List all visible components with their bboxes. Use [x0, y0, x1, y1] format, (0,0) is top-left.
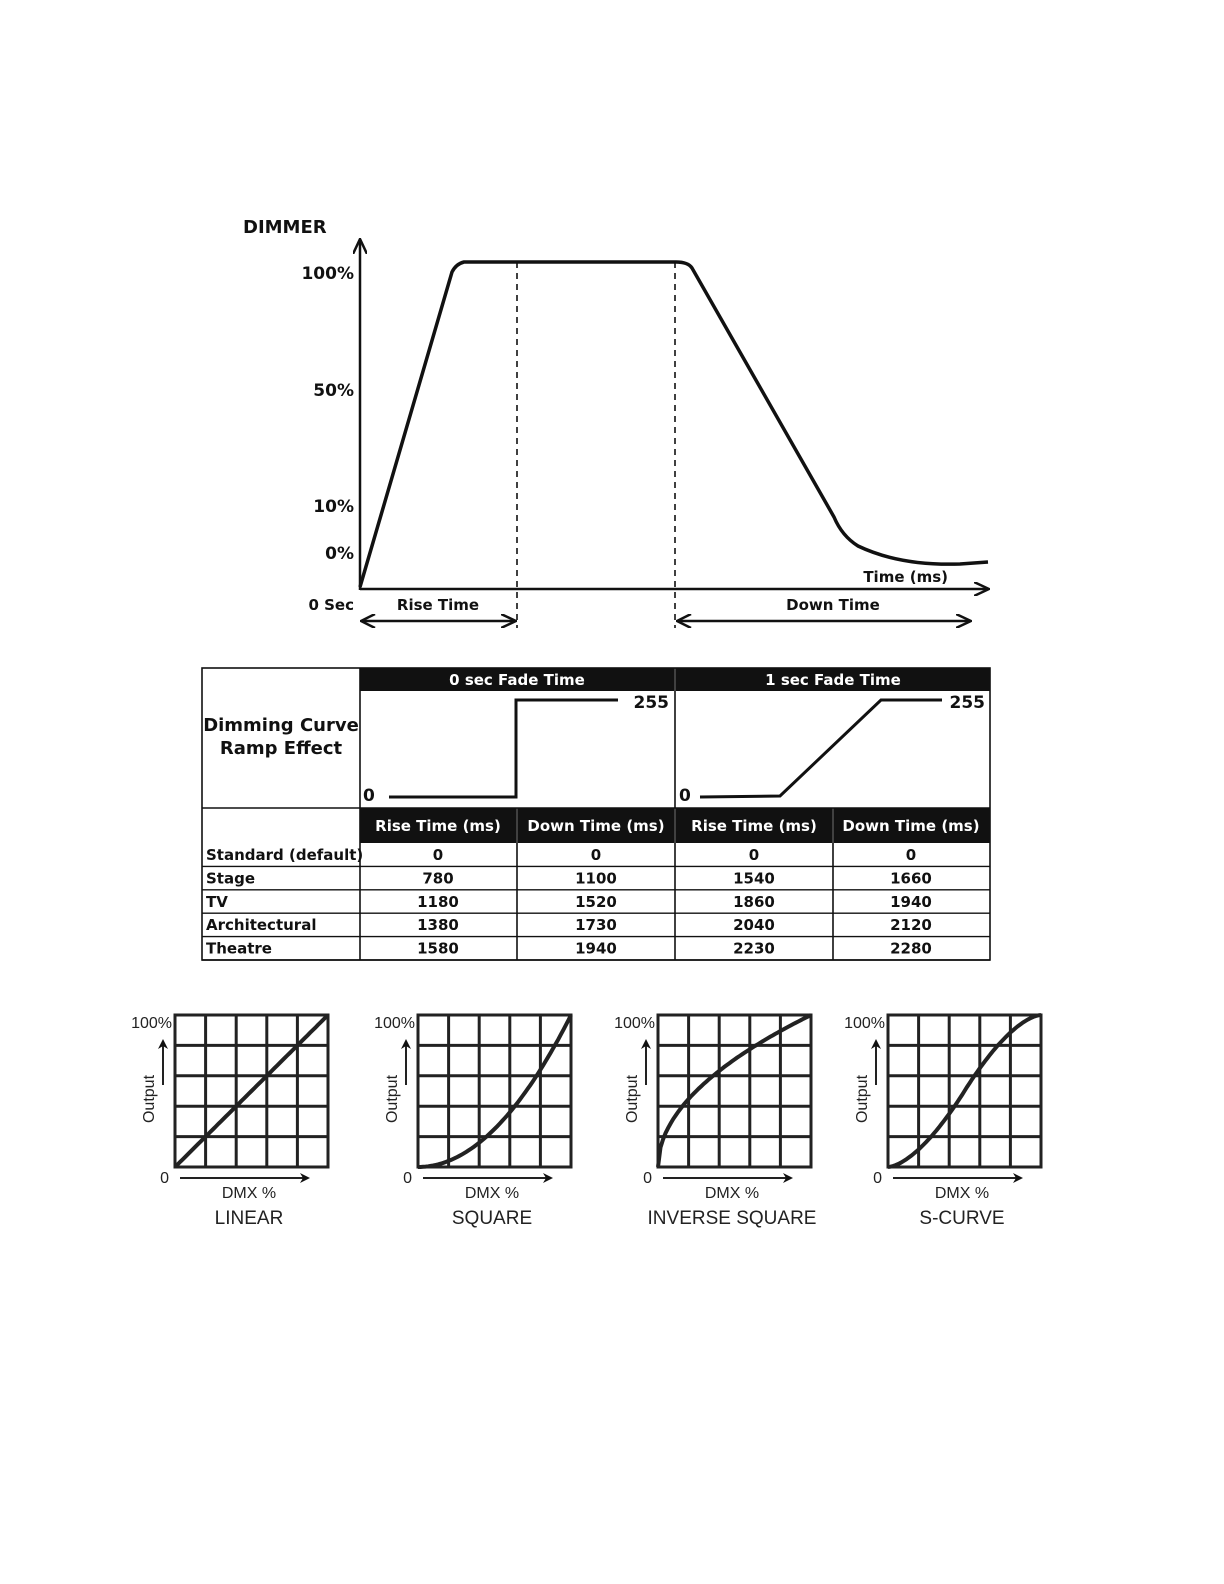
- row-name: Stage: [206, 869, 256, 888]
- row-value: 1730: [575, 916, 617, 935]
- origin-label: 0: [643, 1170, 652, 1187]
- curve-panels: [131, 1015, 1041, 1229]
- row-name: TV: [206, 892, 228, 911]
- x-axis-label: Time (ms): [863, 568, 948, 586]
- curve-line: [888, 1015, 1041, 1167]
- curve-name: INVERSE SQUARE: [647, 1208, 817, 1229]
- table-row: [202, 940, 990, 960]
- row-value: 1660: [890, 869, 932, 888]
- row-value: 1180: [417, 892, 459, 911]
- row-value: 2230: [733, 939, 775, 958]
- row-value: 2120: [890, 916, 932, 935]
- table-rows: [202, 846, 990, 960]
- output-label: Output: [624, 1074, 641, 1124]
- row-value: 1380: [417, 916, 459, 935]
- down-time-label: Down Time: [786, 596, 880, 614]
- min-label-0: 0: [363, 786, 375, 806]
- row-value: 2280: [890, 939, 932, 958]
- row-name: Architectural: [206, 916, 317, 935]
- corner-label-line1: Dimming Curve: [203, 715, 359, 736]
- curve-grid-frame: [658, 1015, 811, 1167]
- row-value: 0: [905, 846, 917, 864]
- table-row: [202, 846, 990, 866]
- step-graph-0sec: [389, 700, 618, 797]
- row-value: 1540: [733, 869, 775, 888]
- corner-label-line2: Ramp Effect: [219, 738, 343, 759]
- row-value: 0: [748, 846, 760, 864]
- row-value: 0: [590, 846, 602, 864]
- y-top-label: 100%: [844, 1015, 885, 1032]
- curve-line: [418, 1015, 571, 1167]
- row-value: 2040: [733, 916, 775, 935]
- min-label-1: 0: [679, 786, 691, 806]
- curve-line: [658, 1015, 811, 1167]
- ramp-table: [202, 668, 990, 960]
- group-header-0: 0 sec Fade Time: [449, 671, 585, 689]
- dmx-label: DMX %: [704, 1185, 760, 1202]
- col-header-2: Rise Time (ms): [691, 817, 817, 835]
- output-label: Output: [854, 1074, 871, 1124]
- origin-label: 0: [403, 1170, 412, 1187]
- origin-label: 0: [160, 1170, 169, 1187]
- dmx-label: DMX %: [464, 1185, 520, 1202]
- y-label-100: 100%: [301, 264, 354, 284]
- col-header-1: Down Time (ms): [527, 817, 665, 835]
- y-label-50: 50%: [313, 381, 354, 401]
- row-value: 1580: [417, 939, 459, 958]
- row-value: 0: [432, 846, 444, 864]
- curve-panel-square: [374, 1015, 571, 1229]
- output-label: Output: [141, 1074, 158, 1124]
- curve-panel-s-curve: [844, 1015, 1041, 1229]
- row-value: 1940: [575, 939, 617, 958]
- table-row: [202, 893, 990, 913]
- curve-name: S-CURVE: [919, 1208, 1005, 1229]
- row-name: Theatre: [206, 939, 272, 958]
- max-label-1: 255: [949, 693, 985, 713]
- curve-grid-frame: [418, 1015, 571, 1167]
- row-value: 1100: [575, 869, 617, 888]
- dimmer-diagram: [243, 217, 988, 628]
- dimmer-title: DIMMER: [243, 217, 327, 238]
- col-header-0: Rise Time (ms): [375, 817, 501, 835]
- table-row: [202, 916, 990, 936]
- y-top-label: 100%: [131, 1015, 172, 1032]
- row-value: 1520: [575, 892, 617, 911]
- output-label: Output: [384, 1074, 401, 1124]
- row-value: 780: [422, 869, 454, 888]
- curve-name: SQUARE: [451, 1208, 533, 1229]
- dimmer-curve: [360, 262, 988, 587]
- group-header-1: 1 sec Fade Time: [765, 671, 901, 689]
- rise-time-label: Rise Time: [396, 596, 480, 614]
- origin-label: 0 Sec: [308, 596, 354, 614]
- max-label-0: 255: [633, 693, 669, 713]
- curve-panel-linear: [131, 1015, 328, 1229]
- origin-label: 0: [873, 1170, 882, 1187]
- dmx-label: DMX %: [221, 1185, 277, 1202]
- row-value: 1940: [890, 892, 932, 911]
- curve-line: [175, 1015, 328, 1167]
- table-row: [202, 869, 990, 889]
- col-header-3: Down Time (ms): [842, 817, 980, 835]
- curve-name: LINEAR: [214, 1208, 284, 1229]
- ramp-graph-1sec: [700, 700, 942, 797]
- row-name: Standard (default): [206, 846, 364, 864]
- y-top-label: 100%: [614, 1015, 655, 1032]
- y-label-0: 0%: [325, 544, 354, 564]
- dmx-label: DMX %: [934, 1185, 990, 1202]
- curve-panel-inverse-square: [614, 1015, 816, 1229]
- y-label-10: 10%: [313, 497, 354, 517]
- y-top-label: 100%: [374, 1015, 415, 1032]
- row-value: 1860: [733, 892, 775, 911]
